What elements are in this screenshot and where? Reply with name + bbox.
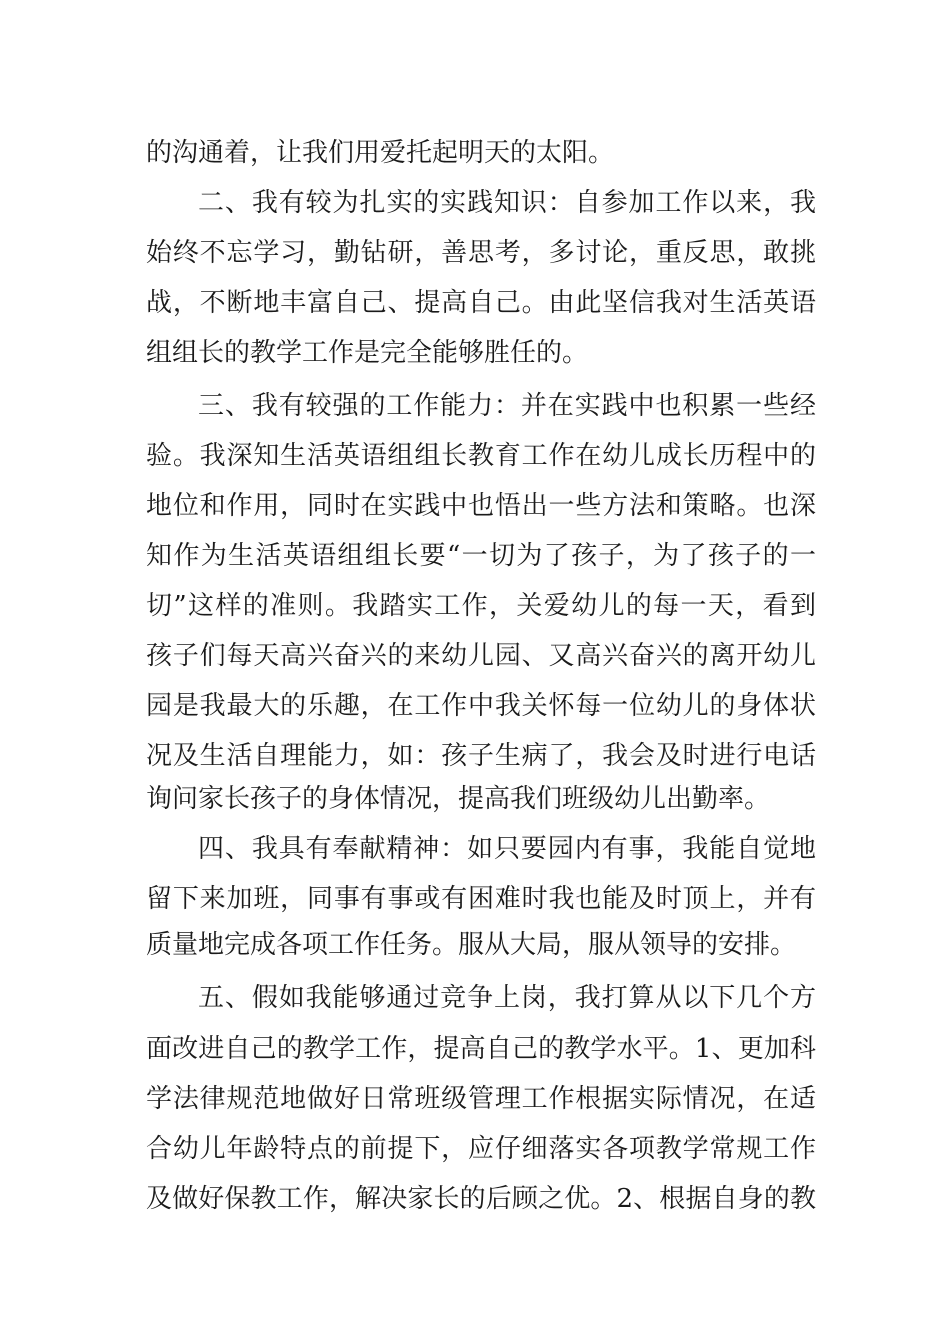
text-line: 留下来加班，同事有事或有困难时我也能及时顶上，并有 <box>146 884 816 914</box>
text-line: 询问家长孩子的身体情况，提高我们班级幼儿出勤率。 <box>146 784 771 814</box>
text-line: 地位和作用，同时在实践中也悟出一些方法和策略。也深 <box>146 491 816 521</box>
text-line: 学法律规范地做好日常班级管理工作根据实际情况，在适 <box>146 1084 816 1114</box>
text-line: 切”这样的准则。我踏实工作，关爱幼儿的每一天，看到 <box>146 591 816 621</box>
text-line: 质量地完成各项工作任务。服从大局，服从领导的安排。 <box>146 930 797 960</box>
text-line: 组组长的教学工作是完全能够胜任的。 <box>146 338 589 368</box>
paragraph-4-start: 四、我具有奉献精神：如只要园内有事，我能自觉地 <box>198 834 816 864</box>
text-line: 合幼儿年龄特点的前提下，应仔细落实各项教学常规工作 <box>146 1134 816 1164</box>
text-line: 的沟通着，让我们用爱托起明天的太阳。 <box>146 138 615 168</box>
text-line: 战，不断地丰富自己、提高自己。由此坚信我对生活英语 <box>146 288 816 318</box>
text-line: 园是我最大的乐趣，在工作中我关怀每一位幼儿的身体状 <box>146 691 816 721</box>
text-line: 孩子们每天高兴奋兴的来幼儿园、又高兴奋兴的离开幼儿 <box>146 641 816 671</box>
paragraph-2-start: 二、我有较为扎实的实践知识：自参加工作以来，我 <box>198 188 816 218</box>
text-line: 面改进自己的教学工作，提高自己的教学水平。1、更加科 <box>146 1034 816 1064</box>
text-line: 知作为生活英语组组长要“一切为了孩子，为了孩子的一 <box>146 541 816 571</box>
text-line: 况及生活自理能力，如：孩子生病了，我会及时进行电话 <box>146 741 816 771</box>
text-line: 验。我深知生活英语组组长教育工作在幼儿成长历程中的 <box>146 441 816 471</box>
text-line: 及做好保教工作，解决家长的后顾之优。2、根据自身的教 <box>146 1184 816 1214</box>
text-line: 始终不忘学习，勤钻研，善思考，多讨论，重反思，敢挑 <box>146 238 816 268</box>
paragraph-5-start: 五、假如我能够通过竞争上岗，我打算从以下几个方 <box>198 983 816 1013</box>
paragraph-3-start: 三、我有较强的工作能力：并在实践中也积累一些经 <box>198 391 816 421</box>
